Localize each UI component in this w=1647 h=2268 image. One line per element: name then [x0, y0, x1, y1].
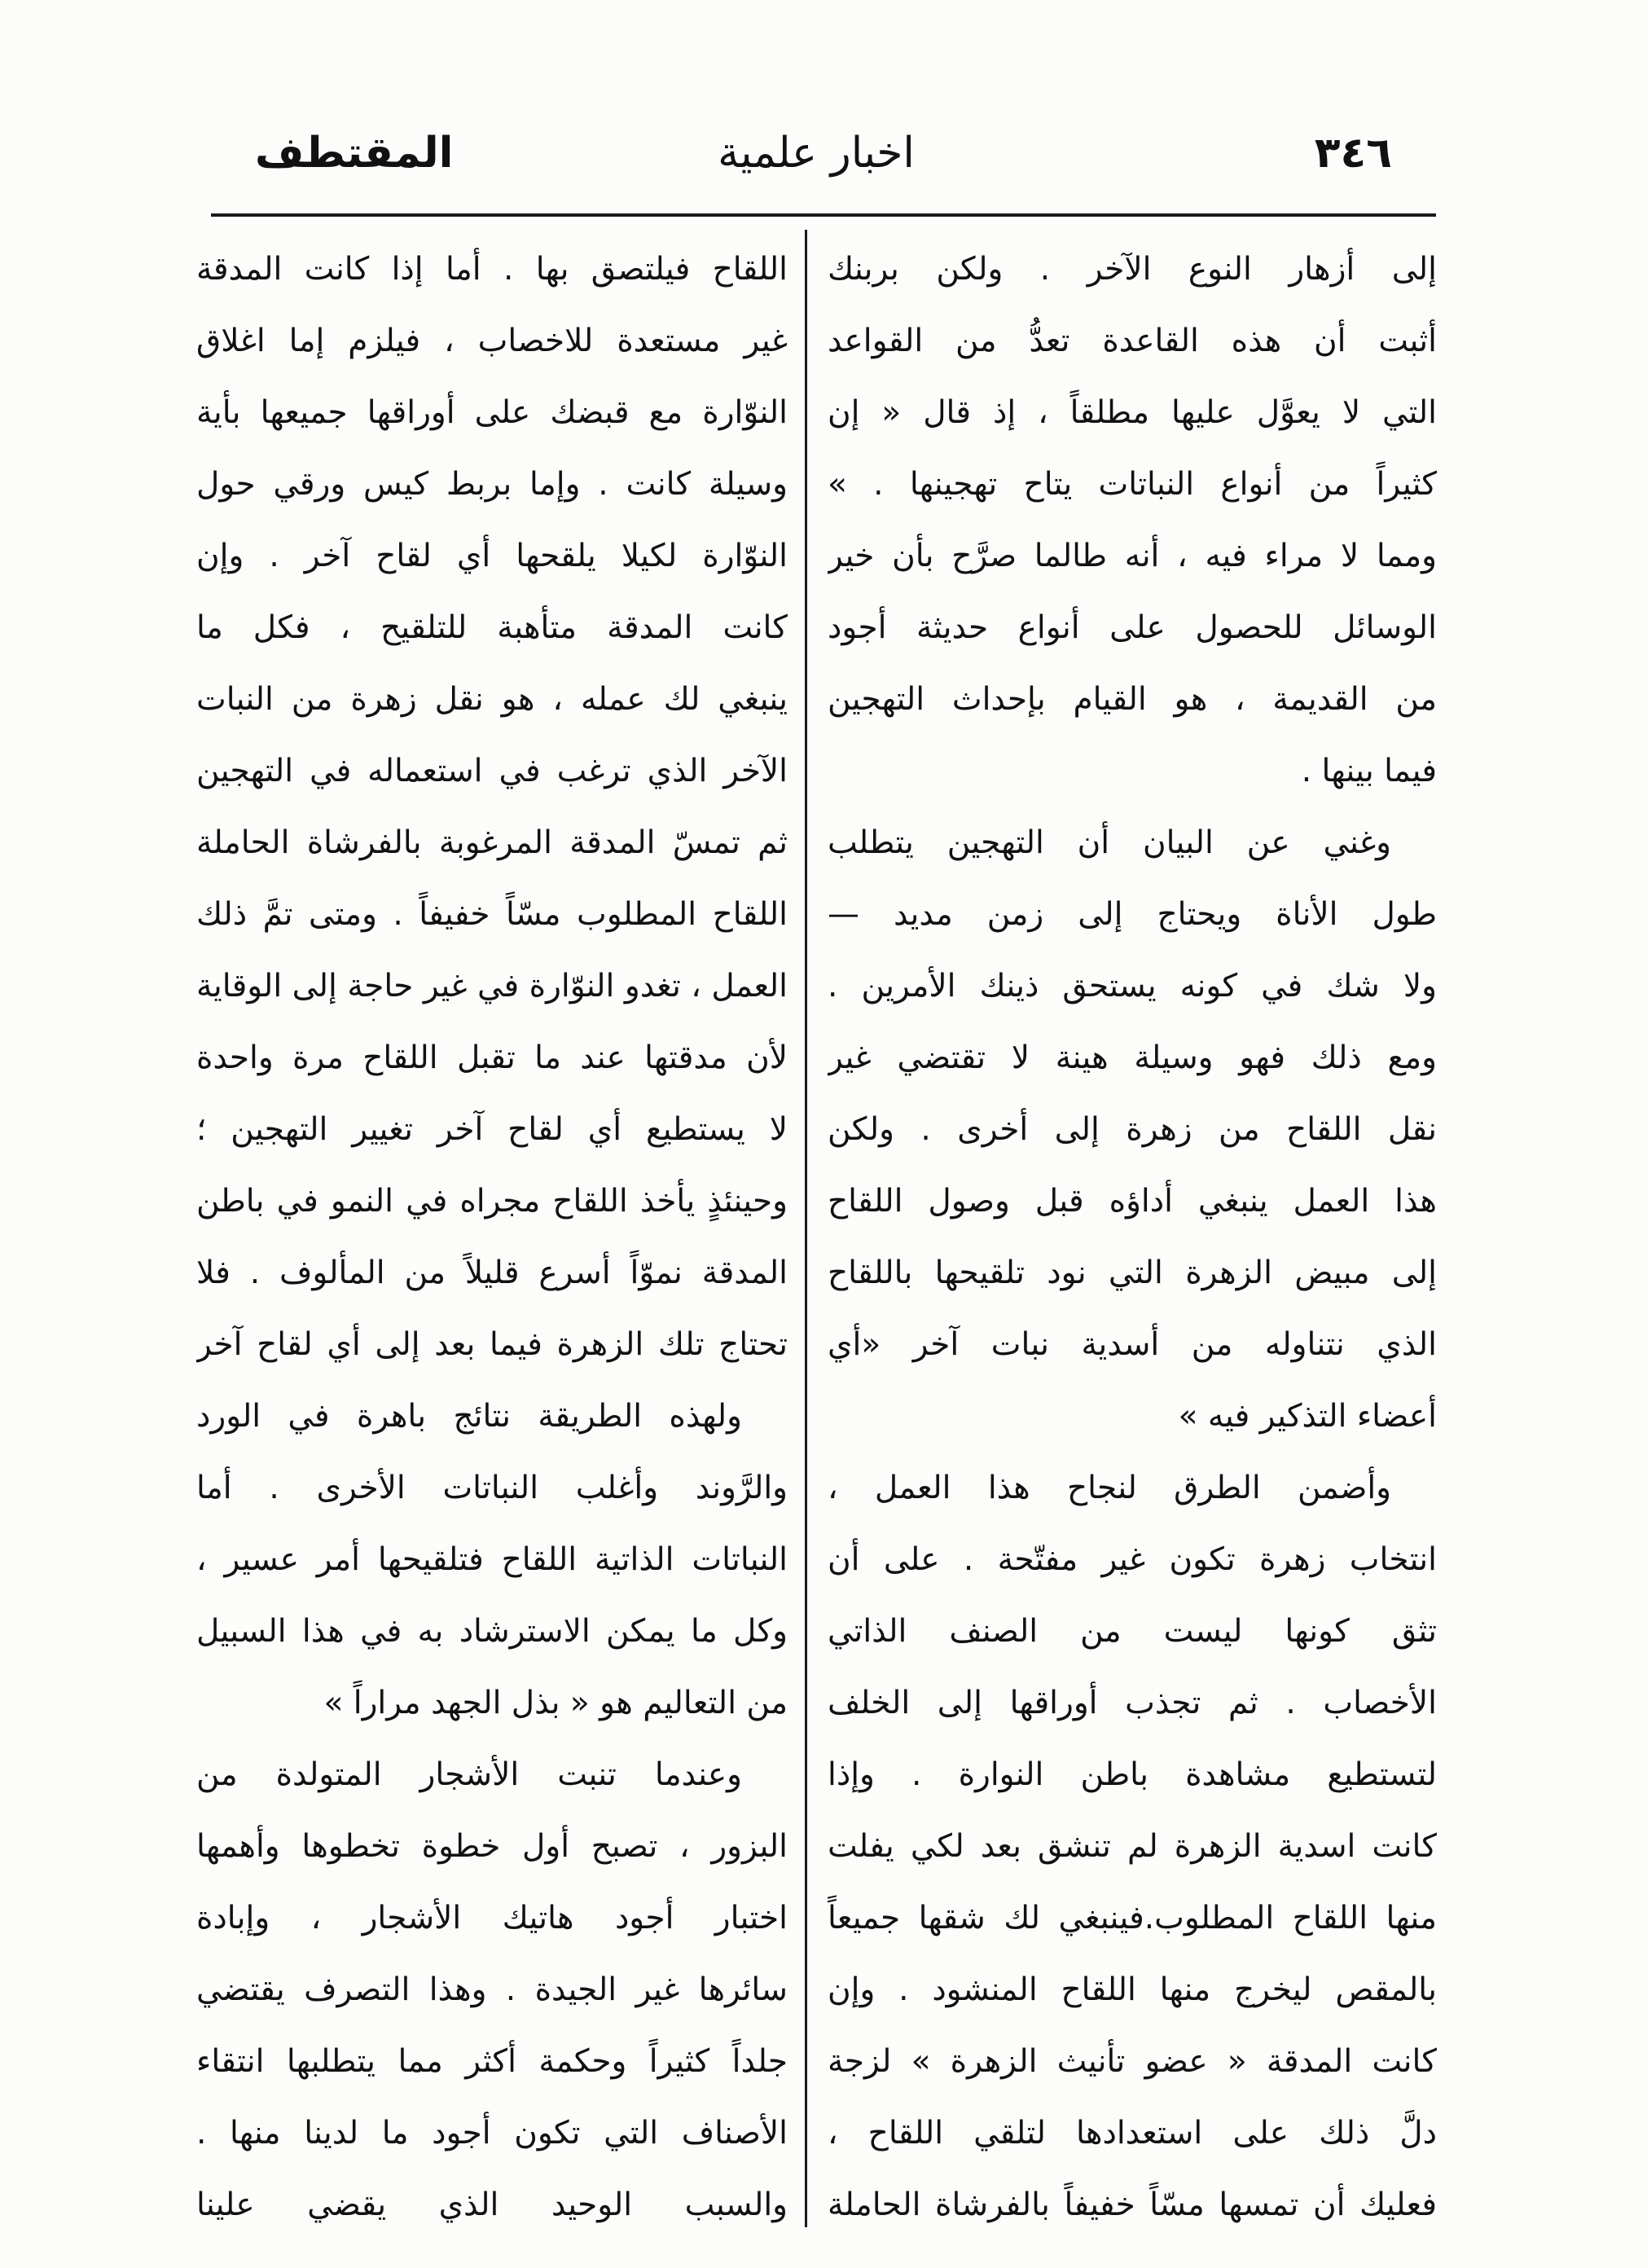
right-column-line: الذي نتناوله من أسدية نبات آخر «أي [828, 1326, 1437, 1363]
left-column-line: اختبار أجود هاتيك الأشجار ، وإبادة [196, 1900, 788, 1936]
column-divider [805, 230, 807, 2227]
right-column-line: من القديمة ، هو القيام بإحداث التهجين [828, 681, 1437, 718]
left-column-line: والرَّوند وأغلب النباتات الأخرى . أما [196, 1470, 788, 1506]
left-column-line: من التعاليم هو « بذل الجهد مراراً » [323, 1685, 788, 1721]
right-column-line: لتستطيع مشاهدة باطن النوارة . وإذا [828, 1756, 1437, 1793]
left-column-line: وكل ما يمكن الاسترشاد به في هذا السبيل [196, 1613, 788, 1650]
magazine-title: المقتطف [255, 129, 454, 178]
right-column-line: طول الأناة ويحتاج إلى زمن مديد — [828, 896, 1437, 933]
right-column-line: ومما لا مراء فيه ، أنه طالما صرَّح بأن خير [828, 538, 1437, 574]
right-column-line: منها اللقاح المطلوب.فينبغي لك شقها جميعاً [828, 1900, 1437, 1936]
left-column-line: الآخر الذي ترغب في استعماله في التهجين [196, 753, 788, 789]
section-title: اخبار علمية [718, 129, 915, 178]
right-column-line: بالمقص ليخرج منها اللقاح المنشود . وإن [828, 1971, 1437, 2008]
right-column-line: تثق كونها ليست من الصنف الذاتي [828, 1613, 1437, 1650]
left-column-line: غير مستعدة للاخصاب ، فيلزم إما اغلاق [196, 323, 788, 359]
left-column-line: النوّارة مع قبضك على أوراقها جميعها بأية [196, 394, 788, 431]
left-column-line: وسيلة كانت . وإما بربط كيس ورقي حول [196, 466, 788, 503]
right-column-line: انتخاب زهرة تكون غير مفتّحة . على أن [828, 1541, 1437, 1578]
left-column-line: جلداً كثيراً وحكمة أكثر مما يتطلبها انتقاء [196, 2043, 788, 2080]
left-column-line: سائرها غير الجيدة . وهذا التصرف يقتضي [196, 1971, 788, 2008]
left-column [196, 234, 788, 2241]
left-column-line: لا يستطيع أي لقاح آخر تغيير التهجين ؛ [196, 1111, 788, 1148]
left-column-line: اللقاح المطلوب مسّاً خفيفاً . ومتى تمَّ ذلك [196, 896, 788, 933]
right-column-line: فيما بينها . [1301, 753, 1437, 789]
left-column-line: النوّارة لكيلا يلقحها أي لقاح آخر . وإن [196, 538, 788, 574]
left-column-line: وعندما تنبت الأشجار المتولدة من [196, 1756, 742, 1793]
right-column-line: وغني عن البيان أن التهجين يتطلب [828, 824, 1391, 861]
left-column-line: الأصناف التي تكون أجود ما لدينا منها . [196, 2115, 788, 2152]
right-column-line: كانت اسدية الزهرة لم تنشق بعد لكي يفلت [828, 1828, 1437, 1865]
right-column-line: وأضمن الطرق لنجاح هذا العمل ، [828, 1470, 1391, 1506]
right-column-line: إلى أزهار النوع الآخر . ولكن بربنك [828, 251, 1437, 288]
left-column-line: ثم تمسّ المدقة المرغوبة بالفرشاة الحاملة [196, 824, 788, 861]
left-column-line: العمل ، تغدو النوّارة في غير حاجة إلى الوقاية [196, 968, 788, 1004]
right-column-line: دلَّ ذلك على استعدادها لتلقي اللقاح ، [828, 2115, 1437, 2152]
header-rule [211, 213, 1436, 217]
left-column-line: تحتاج تلك الزهرة فيما بعد إلى أي لقاح آخر [196, 1326, 788, 1363]
left-column-line: لأن مدقتها عند ما تقبل اللقاح مرة واحدة [196, 1040, 788, 1076]
left-column-line: ولهذه الطريقة نتائج باهرة في الورد [196, 1398, 742, 1435]
right-column-line: أعضاء التذكير فيه » [1178, 1398, 1437, 1435]
right-column-line: نقل اللقاح من زهرة إلى أخرى . ولكن [828, 1111, 1437, 1148]
left-column-line: البزور ، تصبح أول خطوة تخطوها وأهمها [196, 1828, 788, 1865]
page-number: ٣٤٦ [1314, 129, 1392, 178]
right-column-line: إلى مبيض الزهرة التي نود تلقيحها باللقاح [828, 1255, 1437, 1291]
right-column [828, 234, 1437, 2241]
left-column-line: ينبغي لك عمله ، هو نقل زهرة من النبات [196, 681, 788, 718]
right-column-line: كثيراً من أنواع النباتات يتاح تهجينها . » [828, 466, 1437, 503]
right-column-line: الأخصاب . ثم تجذب أوراقها إلى الخلف [828, 1685, 1437, 1721]
left-column-line: وحينئذٍ يأخذ اللقاح مجراه في النمو في باطن [196, 1183, 788, 1220]
right-column-line: الوسائل للحصول على أنواع حديثة أجود [828, 609, 1437, 646]
right-column-line: كانت المدقة « عضو تأنيث الزهرة » لزجة [828, 2043, 1437, 2080]
left-column-line: والسبب الوحيد الذي يقضي علينا [196, 2187, 788, 2223]
left-column-line: كانت المدقة متأهبة للتلقيح ، فكل ما [196, 609, 788, 646]
right-column-line: ومع ذلك فهو وسيلة هينة لا تقتضي غير [828, 1040, 1437, 1076]
right-column-line: التي لا يعوَّل عليها مطلقاً ، إذ قال « إن [828, 394, 1437, 431]
right-column-line: أثبت أن هذه القاعدة تعدُّ من القواعد [828, 323, 1437, 359]
left-column-line: النباتات الذاتية اللقاح فتلقيحها أمر عسير ، [196, 1541, 788, 1578]
left-column-line: اللقاح فيلتصق بها . أما إذا كانت المدقة [196, 251, 788, 288]
right-column-line: ولا شك في كونه يستحق ذينك الأمرين . [828, 968, 1437, 1004]
left-column-line: المدقة نموّاً أسرع قليلاً من المألوف . فلا [196, 1255, 788, 1291]
right-column-line: فعليك أن تمسها مسّاً خفيفاً بالفرشاة الحاملة [828, 2187, 1437, 2223]
right-column-line: هذا العمل ينبغي أداؤه قبل وصول اللقاح [828, 1183, 1437, 1220]
